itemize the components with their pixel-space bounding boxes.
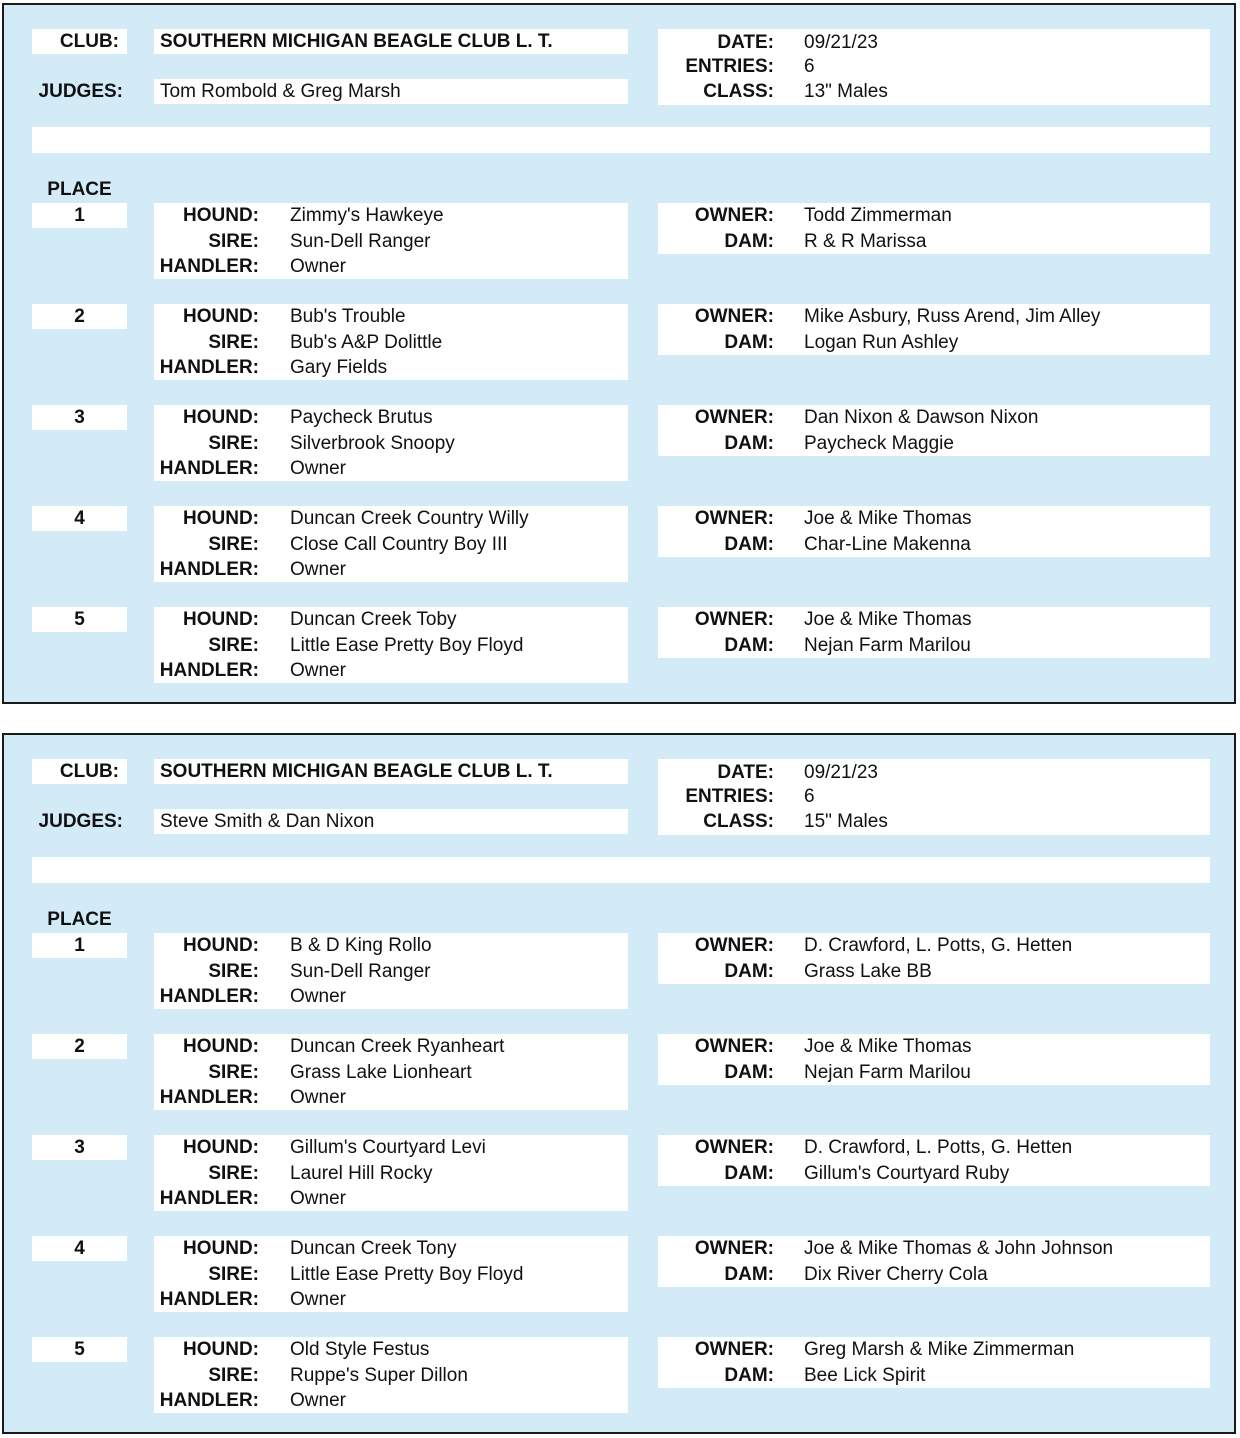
place-header: PLACE [47, 179, 112, 200]
hound-value: Bub's Trouble [290, 306, 406, 327]
dam-label: DAM: [724, 961, 774, 982]
handler-value: Owner [290, 458, 346, 479]
sire-label: SIRE: [208, 1365, 259, 1386]
handler-value: Owner [290, 559, 346, 580]
hound-value: Duncan Creek Ryanheart [290, 1036, 505, 1057]
club-value: SOUTHERN MICHIGAN BEAGLE CLUB L. T. [160, 761, 553, 782]
sire-value: Silverbrook Snoopy [290, 433, 455, 454]
handler-value: Owner [290, 660, 346, 681]
place-number: 5 [74, 1339, 85, 1360]
dam-value: Logan Run Ashley [804, 332, 959, 353]
owner-label: OWNER: [694, 609, 774, 630]
sire-value: Little Ease Pretty Boy Floyd [290, 1264, 524, 1285]
owner-label: OWNER: [694, 508, 774, 529]
sire-value: Little Ease Pretty Boy Floyd [290, 635, 524, 656]
hound-label: HOUND: [183, 205, 259, 226]
class-value: 13" Males [804, 81, 888, 102]
results-panel-15-males [2, 733, 1236, 1434]
dam-value: Paycheck Maggie [804, 433, 954, 454]
club-label: CLUB: [59, 31, 119, 52]
hound-label: HOUND: [183, 1036, 259, 1057]
handler-value: Owner [290, 256, 346, 277]
club-label: CLUB: [59, 761, 119, 782]
hound-value: Paycheck Brutus [290, 407, 433, 428]
dam-value: R & R Marissa [804, 231, 927, 252]
handler-label: HANDLER: [159, 660, 259, 681]
place-header: PLACE [47, 909, 112, 930]
sire-value: Laurel Hill Rocky [290, 1163, 433, 1184]
handler-value: Owner [290, 1390, 346, 1411]
owner-label: OWNER: [694, 1137, 774, 1158]
judges-value: Tom Rombold & Greg Marsh [160, 81, 401, 102]
dam-label: DAM: [724, 231, 774, 252]
dam-value: Nejan Farm Marilou [804, 635, 971, 656]
owner-label: OWNER: [694, 306, 774, 327]
class-label: CLASS: [703, 81, 774, 102]
owner-label: OWNER: [694, 1036, 774, 1057]
owner-value: Joe & Mike Thomas & John Johnson [804, 1238, 1114, 1259]
place-number: 1 [74, 935, 85, 956]
handler-label: HANDLER: [159, 559, 259, 580]
handler-value: Owner [290, 1289, 346, 1310]
entries-label: ENTRIES: [685, 56, 774, 77]
entries-value: 6 [804, 786, 815, 807]
spacer-bar [32, 127, 1210, 153]
date-value: 09/21/23 [804, 32, 878, 53]
owner-value: Mike Asbury, Russ Arend, Jim Alley [804, 306, 1101, 327]
hound-value: Duncan Creek Country Willy [290, 508, 529, 529]
place-number: 2 [74, 306, 85, 327]
judges-label: JUDGES: [38, 81, 123, 102]
owner-value: D. Crawford, L. Potts, G. Hetten [804, 1137, 1073, 1158]
spacer-bar [32, 857, 1210, 883]
owner-value: Dan Nixon & Dawson Nixon [804, 407, 1039, 428]
owner-value: D. Crawford, L. Potts, G. Hetten [804, 935, 1073, 956]
handler-value: Owner [290, 1087, 346, 1108]
dam-value: Char-Line Makenna [804, 534, 971, 555]
hound-value: Duncan Creek Toby [290, 609, 457, 630]
owner-label: OWNER: [694, 1238, 774, 1259]
entries-label: ENTRIES: [685, 786, 774, 807]
hound-label: HOUND: [183, 306, 259, 327]
handler-value: Owner [290, 1188, 346, 1209]
dam-label: DAM: [724, 1264, 774, 1285]
place-number: 3 [74, 407, 85, 428]
handler-label: HANDLER: [159, 458, 259, 479]
sire-label: SIRE: [208, 961, 259, 982]
dam-value: Dix River Cherry Cola [804, 1264, 988, 1285]
sire-label: SIRE: [208, 635, 259, 656]
handler-label: HANDLER: [159, 1390, 259, 1411]
owner-value: Greg Marsh & Mike Zimmerman [804, 1339, 1075, 1360]
dam-label: DAM: [724, 1163, 774, 1184]
owner-value: Joe & Mike Thomas [804, 508, 972, 529]
sire-label: SIRE: [208, 534, 259, 555]
club-value: SOUTHERN MICHIGAN BEAGLE CLUB L. T. [160, 31, 553, 52]
handler-value: Gary Fields [290, 357, 388, 378]
hound-value: Gillum's Courtyard Levi [290, 1137, 486, 1158]
hound-label: HOUND: [183, 609, 259, 630]
place-number: 4 [74, 1238, 85, 1259]
handler-label: HANDLER: [159, 1188, 259, 1209]
hound-value: B & D King Rollo [290, 935, 432, 956]
place-number: 2 [74, 1036, 85, 1057]
owner-value: Todd Zimmerman [804, 205, 952, 226]
dam-value: Nejan Farm Marilou [804, 1062, 971, 1083]
sire-value: Close Call Country Boy III [290, 534, 508, 555]
owner-value: Joe & Mike Thomas [804, 609, 972, 630]
dam-label: DAM: [724, 332, 774, 353]
place-number: 5 [74, 609, 85, 630]
place-number: 3 [74, 1137, 85, 1158]
sire-label: SIRE: [208, 433, 259, 454]
handler-label: HANDLER: [159, 1289, 259, 1310]
handler-value: Owner [290, 986, 346, 1007]
judges-value: Steve Smith & Dan Nixon [160, 811, 375, 832]
handler-label: HANDLER: [159, 1087, 259, 1108]
hound-label: HOUND: [183, 508, 259, 529]
dam-value: Gillum's Courtyard Ruby [804, 1163, 1010, 1184]
hound-label: HOUND: [183, 1137, 259, 1158]
owner-label: OWNER: [694, 935, 774, 956]
sire-label: SIRE: [208, 1264, 259, 1285]
sire-label: SIRE: [208, 1062, 259, 1083]
date-label: DATE: [717, 32, 774, 53]
hound-label: HOUND: [183, 1339, 259, 1360]
handler-label: HANDLER: [159, 357, 259, 378]
sire-value: Sun-Dell Ranger [290, 961, 431, 982]
owner-label: OWNER: [694, 407, 774, 428]
dam-value: Grass Lake BB [804, 961, 932, 982]
date-value: 09/21/23 [804, 762, 878, 783]
hound-value: Old Style Festus [290, 1339, 430, 1360]
owner-value: Joe & Mike Thomas [804, 1036, 972, 1057]
entries-value: 6 [804, 56, 815, 77]
dam-label: DAM: [724, 1365, 774, 1386]
handler-label: HANDLER: [159, 256, 259, 277]
dam-value: Bee Lick Spirit [804, 1365, 926, 1386]
dam-label: DAM: [724, 635, 774, 656]
owner-label: OWNER: [694, 205, 774, 226]
class-value: 15" Males [804, 811, 888, 832]
sire-label: SIRE: [208, 332, 259, 353]
hound-value: Duncan Creek Tony [290, 1238, 457, 1259]
sire-value: Sun-Dell Ranger [290, 231, 431, 252]
class-label: CLASS: [703, 811, 774, 832]
dam-label: DAM: [724, 534, 774, 555]
hound-label: HOUND: [183, 1238, 259, 1259]
hound-label: HOUND: [183, 407, 259, 428]
sire-value: Grass Lake Lionheart [290, 1062, 472, 1083]
dam-label: DAM: [724, 1062, 774, 1083]
sire-label: SIRE: [208, 1163, 259, 1184]
hound-label: HOUND: [183, 935, 259, 956]
place-number: 4 [74, 508, 85, 529]
place-number: 1 [74, 205, 85, 226]
judges-label: JUDGES: [38, 811, 123, 832]
date-label: DATE: [717, 762, 774, 783]
owner-label: OWNER: [694, 1339, 774, 1360]
sire-value: Bub's A&P Dolittle [290, 332, 443, 353]
hound-value: Zimmy's Hawkeye [290, 205, 444, 226]
results-panel-13-males [2, 3, 1236, 704]
sire-value: Ruppe's Super Dillon [290, 1365, 468, 1386]
sire-label: SIRE: [208, 231, 259, 252]
handler-label: HANDLER: [159, 986, 259, 1007]
dam-label: DAM: [724, 433, 774, 454]
